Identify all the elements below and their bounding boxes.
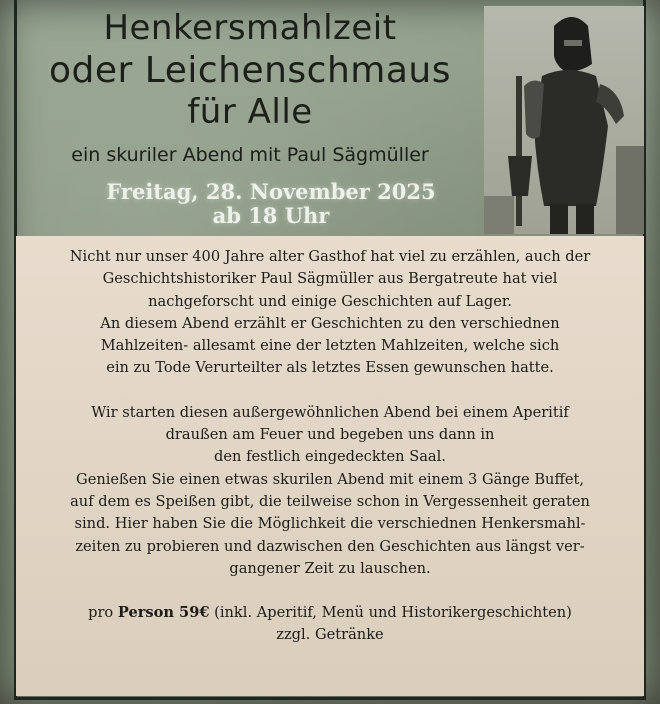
executioner-illustration: [484, 6, 644, 234]
text-line: gangener Zeit zu lauschen.: [229, 559, 431, 577]
price-prefix: pro: [88, 604, 118, 622]
event-time: ab 18 Uhr: [212, 203, 330, 228]
text-line: Wir starten diesen außergewöhnlichen Abend bei einem Aperitif: [91, 403, 569, 421]
drinks-note: zzgl. Getränke: [276, 626, 384, 644]
text-line: Mahlzeiten- allesamt eine der letzten Mahlzeiten, welche sich: [100, 337, 560, 355]
executioner-icon: [484, 6, 644, 234]
price-line: [20, 602, 640, 624]
description-text: [20, 246, 640, 647]
text-line: sind. Hier haben Sie die Möglichkeit die verschiednen Henkersmahl-: [74, 515, 586, 533]
text-line: draußen am Feuer und begeben uns dann in: [165, 426, 495, 444]
text-line: den festlich eingedeckten Saal.: [214, 448, 446, 466]
text-line: Geschichtshistoriker Paul Sägmüller aus Bergatreute hat viel: [102, 270, 558, 288]
text-line: An diesem Abend erzählt er Geschichten zu den verschiednen: [100, 314, 560, 332]
text-line: Genießen Sie einen etwas skurilen Abend mit einem 3 Gänge Buffet,: [76, 470, 584, 488]
subtitle: ein skuriler Abend mit Paul Sägmüller: [71, 144, 429, 166]
text-line: auf dem es Speißen gibt, die teilweise schon in Vergessenheit geraten: [70, 492, 590, 510]
text-line: Nicht nur unser 400 Jahre alter Gasthof hat viel zu erzählen, auch der: [69, 248, 591, 265]
text-line: nachgeforscht und einige Geschichten auf Lager.: [148, 292, 512, 310]
event-date: Freitag, 28. November 2025: [106, 179, 436, 204]
title-line-2: oder Leichenschmaus: [49, 50, 451, 91]
price-includes: (inkl. Aperitif, Menü und Historikergeschichten): [209, 604, 572, 622]
text-line: ein zu Tode Verurteilter als letztes Essen gewunschen hatte.: [106, 359, 554, 377]
title-line-3: für Alle: [187, 92, 313, 132]
text-line: zeiten zu probieren und dazwischen den Geschichten aus längst ver-: [75, 537, 585, 555]
price-amount: Person 59€: [117, 604, 210, 622]
title-line-1: Henkersmahlzeit: [103, 8, 397, 48]
